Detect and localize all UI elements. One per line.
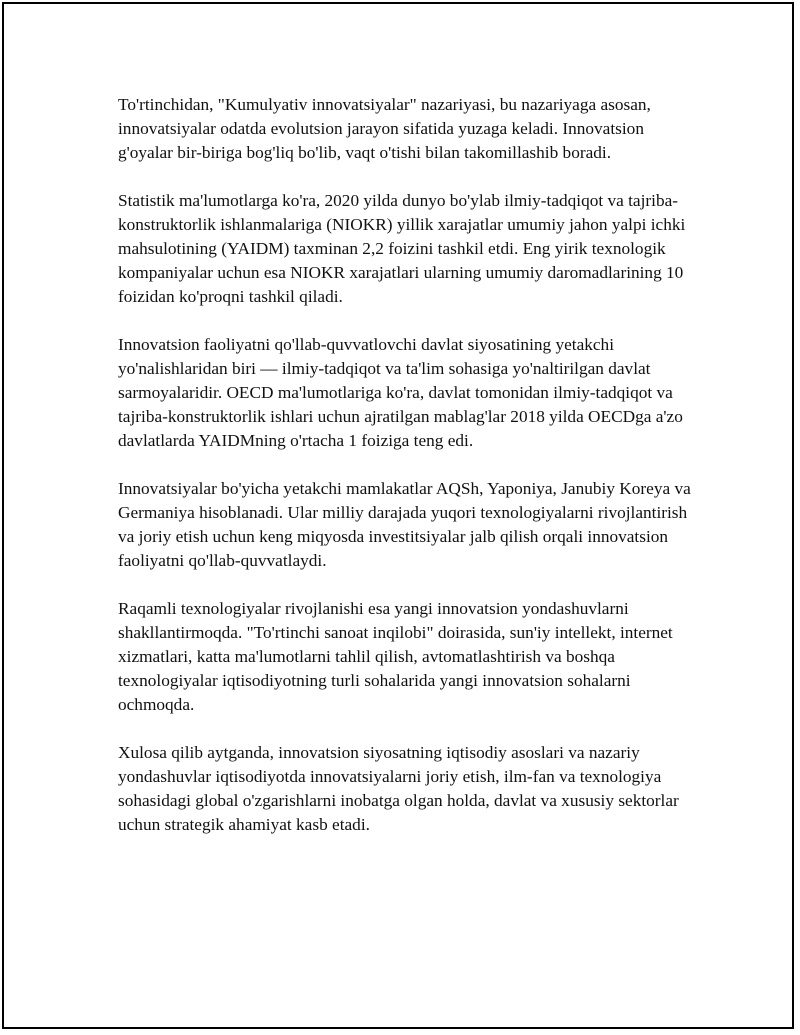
paragraph-state-policy: Innovatsion faoliyatni qo'llab-quvvatlovchi davlat siyosatining yetakchi yo'nalishlaridan biri — ilmiy-tadqiqot va ta'lim sohasiga yo'naltirilgan davlat sarmoyalaridir. OECD ma'lumotlariga ko'ra, davlat tomonidan ilmiy-tadqiqot va tajriba-konstruktorlik ishlari uchun ajratilgan mablag'lar 2018 yilda OECDga a'zo davlatlarda YAIDMning o'rtacha 1 foiziga teng edi. — [118, 335, 683, 450]
document-body — [118, 93, 698, 861]
paragraph-leading-countries: Innovatsiyalar bo'yicha yetakchi mamlakatlar AQSh, Yaponiya, Janubiy Koreya va Germaniya hisoblanadi. Ular milliy darajada yuqori texnologiyalarni rivojlantirish va joriy etish uchun keng miqyosda investitsiyalar jalb qilish orqali innovatsion faoliyatni qo'llab-quvvatlaydi. — [118, 479, 691, 570]
paragraph-rd-statistics: Statistik ma'lumotlarga ko'ra, 2020 yilda dunyo bo'ylab ilmiy-tadqiqot va tajriba-konstruktorlik ishlanmalariga (NIOKR) yillik xarajatlar umumiy jahon yalpi ichki mahsulotining (YAIDM) taxminan 2,2 foizini tashkil etdi. Eng yirik texnologik kompaniyalar uchun esa NIOKR xarajatlari ularning umumiy daromadlarining 10 foizidan ko'proqni tashkil qiladi. — [118, 191, 686, 306]
paragraph-conclusion: Xulosa qilib aytganda, innovatsion siyosatning iqtisodiy asoslari va nazariy yondashuvlar iqtisodiyotda innovatsiyalarni joriy etish, ilm-fan va texnologiya sohasidagi global o'zgarishlarni inobatga olgan holda, davlat va xususiy sektorlar uchun strategik ahamiyat kasb etadi. — [118, 743, 679, 834]
paragraph-cumulative-innovations: To'rtinchidan, "Kumulyativ innovatsiyalar" nazariyasi, bu nazariyaga asosan, innovatsiyalar odatda evolutsion jarayon sifatida yuzaga keladi. Innovatsion g'oyalar bir-biriga bog'liq bo'lib, vaqt o'tishi bilan takomillashib boradi. — [118, 95, 651, 162]
paragraph-digital-technologies: Raqamli texnologiyalar rivojlanishi esa yangi innovatsion yondashuvlarni shakllantirmoqda. "To'rtinchi sanoat inqilobi" doirasida, sun'iy intellekt, internet xizmatlari, katta ma'lumotlarni tahlil qilish, avtomatlashtirish va boshqa texnologiyalar iqtisodiyotning turli sohalarida yangi innovatsion sohalarni ochmoqda. — [118, 599, 673, 714]
